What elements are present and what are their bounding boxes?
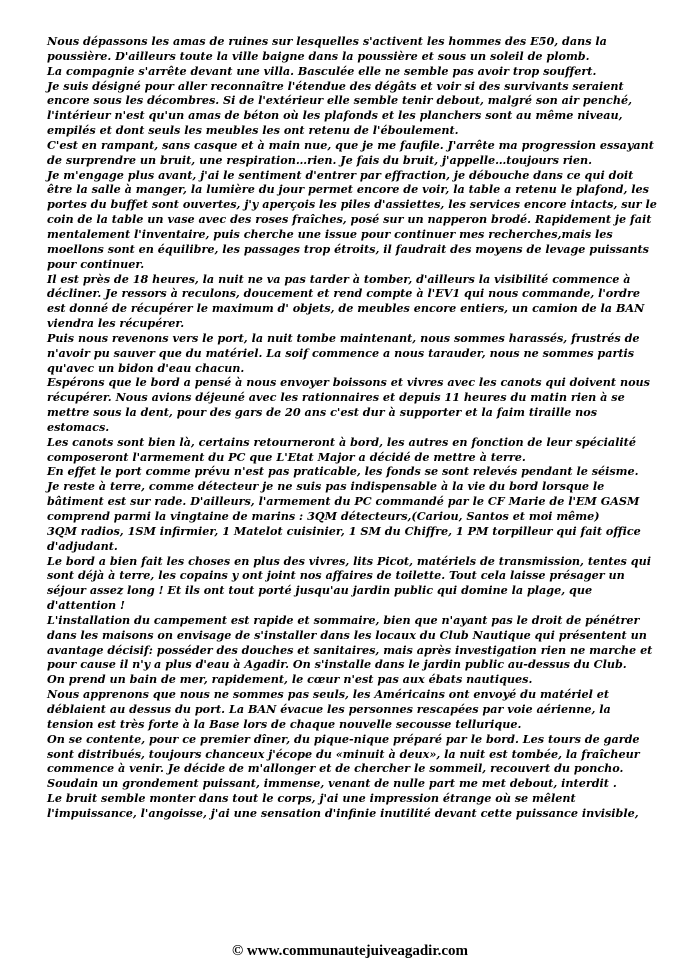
- paragraph: Espérons que le bord a pensé à nous envoyer boissons et vivres avec les canots qui doivent nous récupérer. Nous avions déjeuné avec les rationnaires et depuis 11 heures du matin rien à se mettre sous la dent, pour des gars de 20 ans c'est dur à supporter et la faim tiraille nos estomacs.: [47, 375, 650, 434]
- paragraph: Je m'engage plus avant, j'ai le sentiment d'entrer par effraction, je débouche dans ce qui doit être la salle à manger, la lumière du jour permet encore de voir, la table a retenu le plafond, les portes du buffet sont ouvertes, j'y aperçois les piles d'assiettes, les services encore intacts, sur le coin de la table un vase avec des roses fraîches, posé sur un napperon brodé. Rapidement je fait mentalement l'inventaire, puis cherche une issue pour continuer mes recherches,mais les moellons sont en équilibre, les passages trop étroits, il faudrait des moyens de levage puissants pour continuer.: [47, 167, 657, 271]
- paragraph: On prend un bain de mer, rapidement, le cœur n'est pas aux ébats nautiques.: [47, 672, 533, 687]
- paragraph: Je suis désigné pour aller reconnaître l'étendue des dégâts et voir si des survivants seraient encore sous les décombres. Si de l'extérieur elle semble tenir debout, malgré son air penché, l'intérieur n'est qu'un amas de béton où les plafonds et les planchers sont au même niveau, empilés et dont seuls les meubles les ont retenu de l'éboulement.: [47, 78, 632, 138]
- paragraph: On se contente, pour ce premier dîner, du pique-nique préparé par le bord. Les tours de garde sont distribués, toujours chanceux j'écope du «minuit à deux», la nuit est tombée, la fraîcheur commence à venir. Je décide de m'allonger et de chercher le sommeil, recouvert du poncho.: [47, 731, 640, 776]
- paragraph: Les canots sont bien là, certains retourneront à bord, les autres en fonction de leur spécialité composeront l'armement du PC que L'Etat Major a décidé de mettre à terre.: [47, 434, 636, 464]
- paragraph: En effet le port comme prévu n'est pas praticable, les fonds se sont relevés pendant le séisme.: [47, 464, 639, 479]
- paragraph: 3QM radios, 1SM infirmier, 1 Matelot cuisinier, 1 SM du Chiffre, 1 PM torpilleur qui fait office d'adjudant.: [47, 523, 641, 553]
- footer-copyright: © www.communautejuiveagadir.com: [231, 943, 469, 959]
- document-body: [47, 34, 659, 821]
- paragraph: C'est en rampant, sans casque et à main nue, que je me faufile. J'arrête ma progression essayant de surprendre un bruit, une respiration…rien. Je fais du bruit, j'appelle…toujours rien.: [47, 137, 654, 167]
- paragraph: Le bruit semble monter dans tout le corps, j'ai une impression étrange où se mêlent l'impuissance, l'angoisse, j'ai une sensation d'infinie inutilité devant cette puissance invisible,: [47, 791, 639, 820]
- paragraph: Il est près de 18 heures, la nuit ne va pas tarder à tomber, d'ailleurs la visibilité commence à décliner. Je ressors à reculons, doucement et rend compte à l'EV1 qui nous commande, l'ordre est donné de récupérer le maximum d' objets, de meubles encore entiers, un camion de la BAN viendra les récupérer.: [47, 271, 645, 331]
- paragraph: Le bord a bien fait les choses en plus des vivres, lits Picot, matériels de transmission, tentes qui sont déjà à terre, les copains y ont joint nos affaires de toilette. Tout cela laisse présager un séjour assez long ! Et ils ont tout porté jusqu'au jardin public qui domine la plage, que d'attention !: [47, 553, 651, 613]
- paragraph: Je reste à terre, comme détecteur je ne suis pas indispensable à la vie du bord lorsque le bâtiment est sur rade. D'ailleurs, l'armement du PC commandé par le CF Marie de l'EM GASM comprend parmi la vingtaine de marins : 3QM détecteurs,(Cariou, Santos et moi même): [47, 479, 640, 523]
- paragraph: Soudain un grondement puissant, immense, venant de nulle part me met debout, interdit .: [47, 776, 617, 791]
- paragraph: Puis nous revenons vers le port, la nuit tombe maintenant, nous sommes harassés, frustrés de n'avoir pu sauver que du matériel. La soif commence a nous tarauder, nous ne sommes partis qu'avec un bidon d'eau chacun.: [47, 330, 640, 375]
- paragraph: La compagnie s'arrête devant une villa. Basculée elle ne semble pas avoir trop souffert.: [47, 63, 597, 78]
- paragraph: Nous dépassons les amas de ruines sur lesquelles s'activent les hommes des E50, dans la poussière. D'ailleurs toute la ville baigne dans la poussière et sous un soleil de plomb.: [47, 34, 607, 63]
- document-page: [47, 34, 659, 821]
- paragraph: Nous apprenons que nous ne sommes pas seuls, les Américains ont envoyé du matériel et déblaient au dessus du port. La BAN évacue les personnes rescapées par voie aérienne, la tension est très forte à la Base lors de chaque nouvelle secousse tellurique.: [47, 687, 611, 731]
- paragraph: L'installation du campement est rapide et sommaire, bien que n'ayant pas le droit de pénétrer dans les maisons on envisage de s'installer dans les locaux du Club Nautique qui présentent un avantage décisif: posséder des douches et sanitaires, mais après investigation rien ne marche et pour cause il n'y a plus d'eau à Agadir. On s'installe dans le jardin public au-dessus du Club.: [47, 612, 653, 672]
